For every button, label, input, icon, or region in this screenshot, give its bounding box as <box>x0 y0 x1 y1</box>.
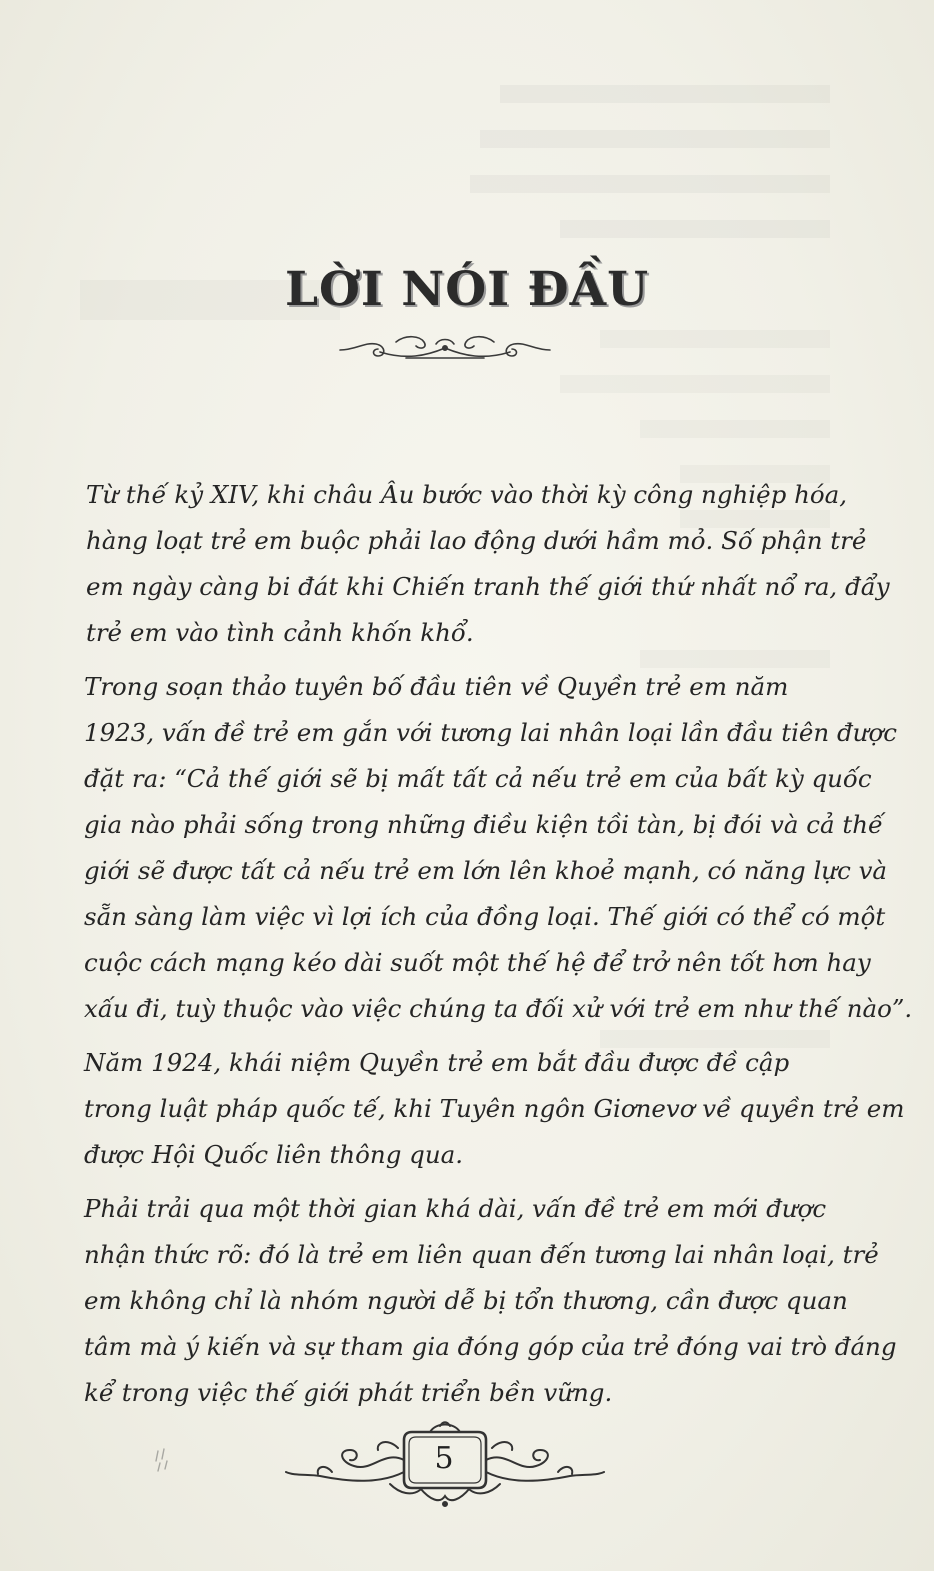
text-line: Năm 1924, khái niệm Quyền trẻ em bắt đầu được đề cập <box>84 1048 790 1077</box>
text-line: xấu đi, tuỳ thuộc vào việc chúng ta đối xử với trẻ em như thế nào”. <box>84 994 913 1023</box>
paragraph-2 <box>84 664 913 1032</box>
text-line: nhận thức rõ: đó là trẻ em liên quan đến tương lai nhân loại, trẻ <box>84 1240 879 1269</box>
text-line: em không chỉ là nhóm người dễ bị tổn thương, cần được quan <box>84 1286 848 1315</box>
text-line: hàng loạt trẻ em buộc phải lao động dưới hầm mỏ. Số phận trẻ <box>86 526 867 555</box>
flourish-divider-icon <box>336 330 554 366</box>
text-line: trẻ em vào tình cảnh khốn khổ. <box>86 618 474 647</box>
text-line: sẵn sàng làm việc vì lợi ích của đồng loại. Thế giới có thể có một <box>84 902 886 931</box>
text-line: kể trong việc thế giới phát triển bền vững. <box>84 1378 613 1407</box>
page-number: 5 <box>434 1441 454 1476</box>
ink-speck-icon <box>152 1447 172 1473</box>
preface-body <box>84 472 913 1424</box>
paragraph-3 <box>84 1040 905 1178</box>
paragraph-4 <box>84 1186 897 1416</box>
paragraph-1 <box>84 472 890 656</box>
text-line: trong luật pháp quốc tế, khi Tuyên ngôn Giơnevơ về quyền trẻ em <box>84 1094 905 1123</box>
text-line: Từ thế kỷ XIV, khi châu Âu bước vào thời kỳ công nghiệp hóa, <box>86 480 848 509</box>
text-line: em ngày càng bi đát khi Chiến tranh thế giới thứ nhất nổ ra, đẩy <box>86 572 890 601</box>
text-line: cuộc cách mạng kéo dài suốt một thế hệ để trở nên tốt hơn hay <box>84 948 871 977</box>
page-title: LỜI NÓI ĐẦU <box>284 262 650 317</box>
text-line: 1923, vấn đề trẻ em gắn với tương lai nhân loại lần đầu tiên được <box>84 718 897 747</box>
text-line: Phải trải qua một thời gian khá dài, vấn đề trẻ em mới được <box>84 1194 827 1223</box>
text-line: giới sẽ được tất cả nếu trẻ em lớn lên khoẻ mạnh, có năng lực và <box>84 856 888 885</box>
text-line: Trong soạn thảo tuyên bố đầu tiên về Quyền trẻ em năm <box>84 672 789 701</box>
text-line: đặt ra: “Cả thế giới sẽ bị mất tất cả nếu trẻ em của bất kỳ quốc <box>84 764 872 793</box>
text-line: được Hội Quốc liên thông qua. <box>84 1140 464 1169</box>
text-line: tâm mà ý kiến và sự tham gia đóng góp của trẻ đóng vai trò đáng <box>84 1332 897 1361</box>
text-line: gia nào phải sống trong những điều kiện tồi tàn, bị đói và cả thế <box>84 810 884 839</box>
